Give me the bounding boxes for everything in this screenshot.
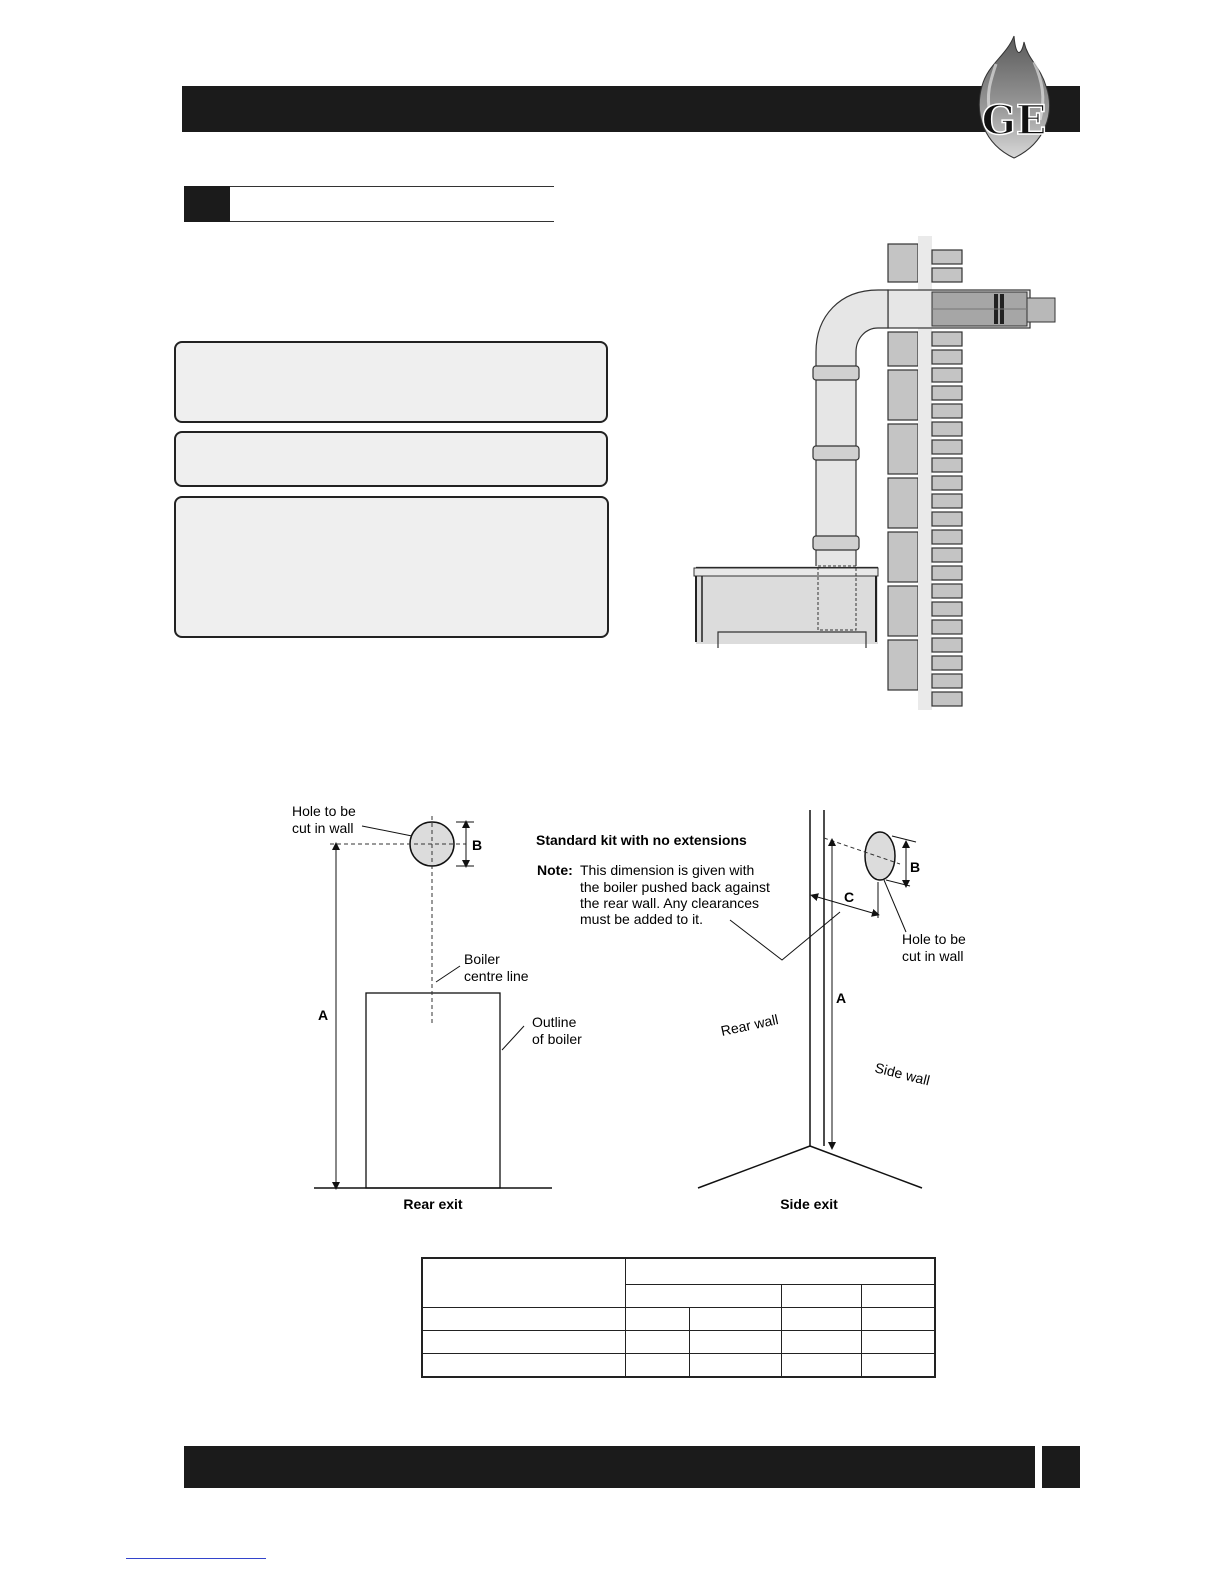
table-cell [626,1258,936,1284]
dimensions-table [421,1257,936,1378]
table-cell [626,1308,690,1331]
table-row [422,1308,935,1331]
boiler-outline-label-line2: of boiler [532,1031,582,1047]
table-cell [782,1354,862,1378]
horizontal-flue-pipe [888,290,1055,328]
standard-kit-title: Standard kit with no extensions [536,832,747,848]
side-exit-caption: Side exit [780,1196,838,1212]
table-row [422,1331,935,1354]
rear-a-label: A [318,1007,329,1023]
hole-position-diagram [280,800,980,1220]
rear-exit-diagram [314,816,552,1188]
table-cell [862,1308,936,1331]
page-number-box [1042,1446,1080,1488]
table-cell [422,1308,626,1331]
table-cell [626,1354,690,1378]
table-cell [422,1258,626,1308]
section-rule-bottom [230,221,554,222]
rear-hole-label-line2: cut in wall [292,820,354,836]
header-bar [182,86,1080,132]
table-cell [690,1331,782,1354]
boiler-centre-label-line2: centre line [464,968,529,984]
table-cell [782,1308,862,1331]
flame-logo-icon [966,34,1062,164]
table-cell [690,1308,782,1331]
section-number-box [184,186,230,222]
side-note-line2: the boiler pushed back against [580,879,770,895]
rear-exit-caption: Rear exit [403,1196,463,1212]
note-box-1 [174,341,608,423]
side-wall-hole [865,832,895,880]
side-wall-label: Side wall [873,1059,932,1089]
flue-installation-illustration [690,236,1060,710]
boiler-centre-label-line1: Boiler [464,951,500,967]
side-hole-label-line1: Hole to be [902,931,966,947]
note-box-3 [174,496,609,638]
table-row [422,1354,935,1378]
footer-link-underline[interactable] [126,1558,266,1559]
side-note-line4: must be added to it. [580,911,703,927]
boiler-top [694,566,878,648]
side-note-line3: the rear wall. Any clearances [580,895,759,911]
table-cell [862,1354,936,1378]
side-c-label: C [844,889,855,905]
table-cell [782,1284,862,1307]
rear-wall-label: Rear wall [719,1011,780,1039]
table-cell [862,1284,936,1307]
table-cell [690,1354,782,1378]
side-hole-label-line2: cut in wall [902,948,964,964]
table-cell [862,1331,936,1354]
table-cell [626,1331,690,1354]
boiler-outline [366,993,500,1188]
side-note-line1: This dimension is given with [580,862,755,878]
boiler-outline-label-line1: Outline [532,1014,577,1030]
table-cell [626,1284,782,1307]
logo-text: GE [981,97,1047,144]
flue-elbow [816,290,888,368]
rear-hole-label-line1: Hole to be [292,803,356,819]
table-cell [782,1331,862,1354]
table-cell [422,1354,626,1378]
side-b-label: B [910,859,921,875]
footer-bar [184,1446,1035,1488]
table-row [422,1258,935,1284]
table-cell [422,1331,626,1354]
side-a-label: A [836,990,847,1006]
note-box-2 [174,431,608,487]
section-rule-top [230,186,554,187]
side-note-label: Note: [537,862,573,878]
rear-b-label: B [472,837,483,853]
